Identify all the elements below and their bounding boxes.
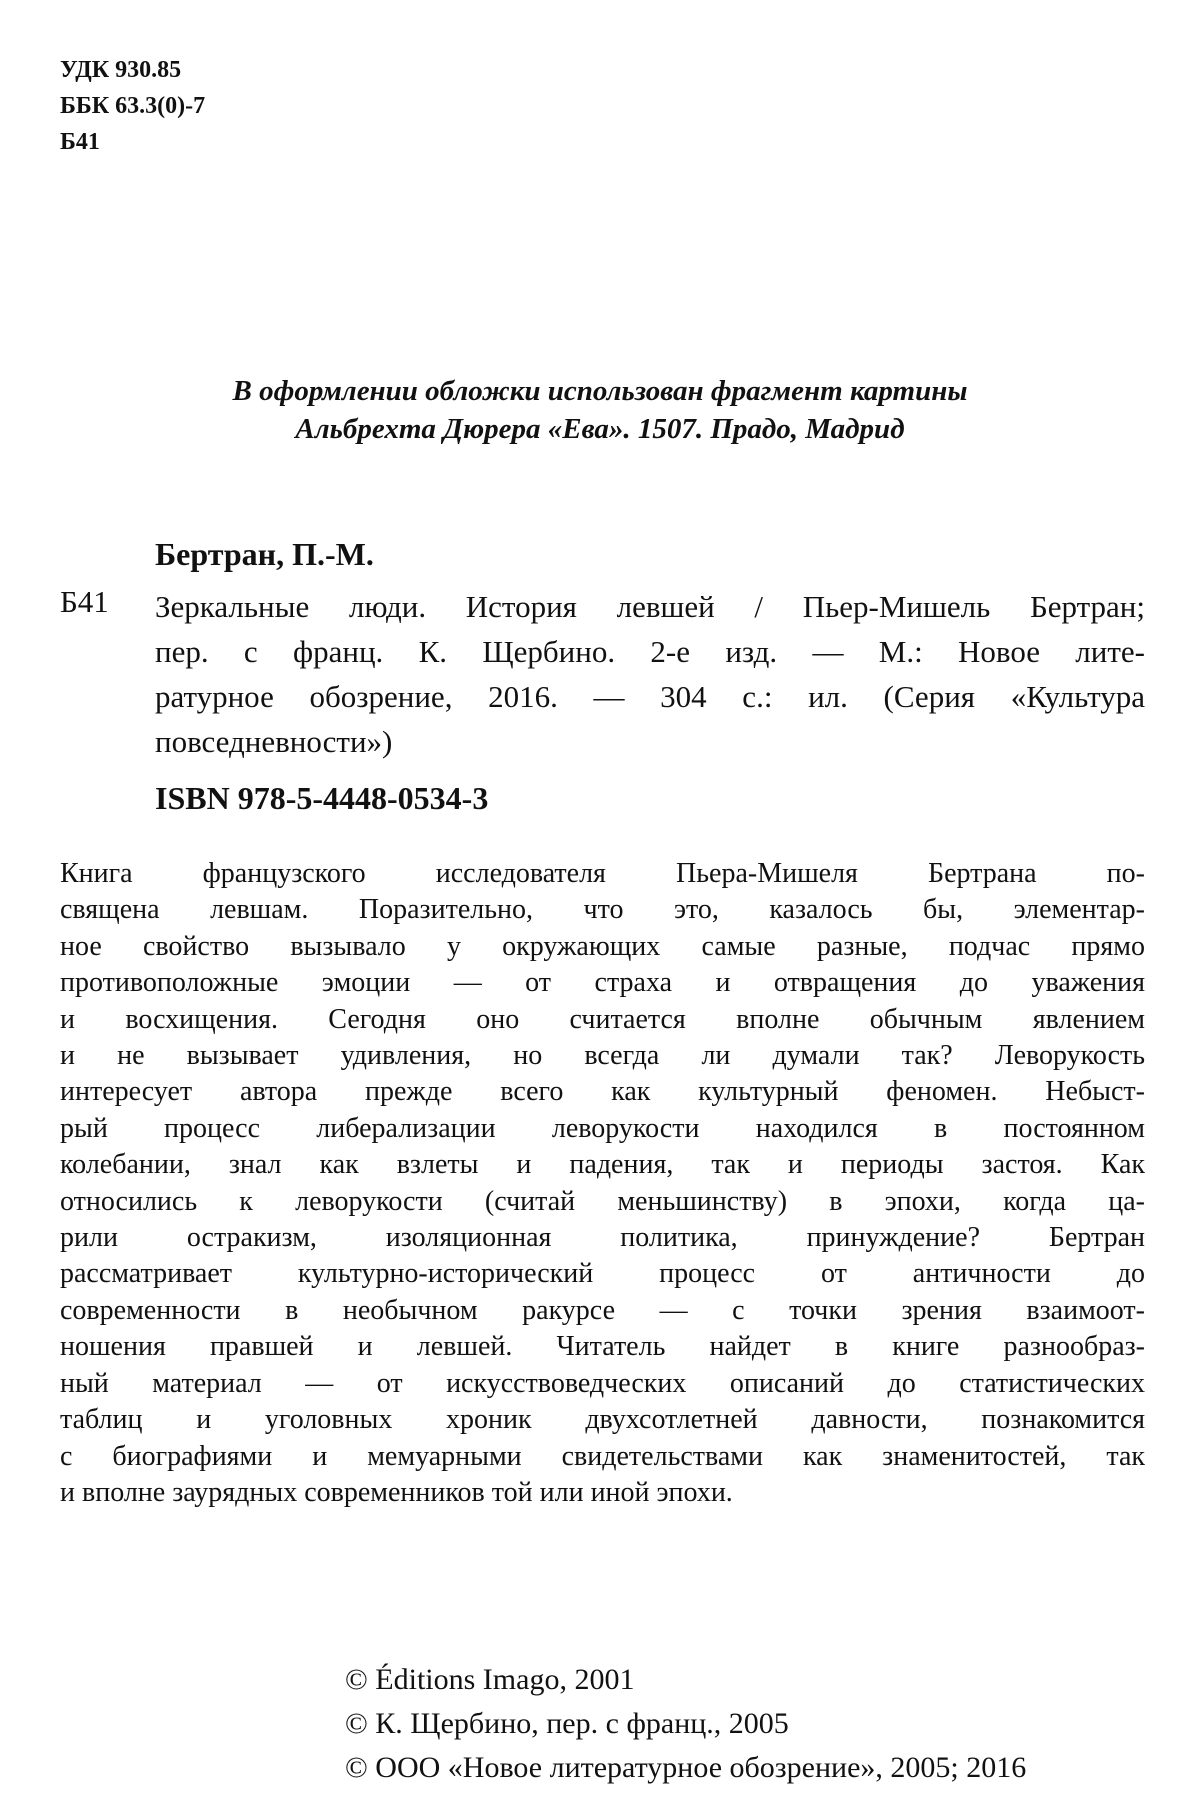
annotation-line: рассматривает культурно-исторический процесс от античности до — [60, 1258, 1145, 1290]
classification-codes — [60, 52, 205, 160]
cover-credit-line: Альбрехта Дюрера «Ева». 1507. Прадо, Мадрид — [295, 413, 905, 445]
annotation — [60, 856, 1145, 1511]
annotation-line: ный материал — от искусствоведческих описаний до статистических — [60, 1367, 1145, 1399]
catalog-line: пер. с франц. К. Щербино. 2-е изд. — М.: Новое лите- — [155, 634, 1145, 669]
catalog-line: ратурное обозрение, 2016. — 304 с.: ил. (Серия «Культура — [155, 679, 1145, 714]
copyright-block — [345, 1658, 1026, 1790]
annotation-line: рый процесс либерализации леворукости находился в постоянном — [60, 1112, 1145, 1144]
udc-code: УДК 930.85 — [60, 57, 182, 83]
annotation-line: и восхищения. Сегодня оно считается вполне обычным явлением — [60, 1003, 1145, 1035]
annotation-line: Книга французского исследователя Пьера-Мишеля Бертрана по- — [60, 858, 1145, 889]
annotation-line: священа левшам. Поразительно, что это, казалось бы, элементар- — [60, 894, 1145, 926]
copyright-line: © Éditions Imago, 2001 — [345, 1663, 635, 1696]
cover-credit-line: В оформлении обложки использован фрагмент картины — [232, 375, 968, 407]
cover-credit — [60, 372, 1140, 448]
author-mark: Б41 — [60, 129, 100, 155]
annotation-line: интересует автора прежде всего как культурный феномен. Небыст- — [60, 1076, 1145, 1108]
annotation-line: с биографиями и мемуарными свидетельствами как знаменитостей, так — [60, 1440, 1145, 1472]
isbn: ISBN 978-5-4448-0534-3 — [155, 780, 489, 816]
catalog-author: Бертран, П.-М. — [155, 536, 374, 572]
copyright-line: © ООО «Новое литературное обозрение», 2005; 2016 — [345, 1751, 1027, 1784]
catalog-line: повседневности») — [155, 724, 393, 759]
copyright-line: © К. Щербино, пер. с франц., 2005 — [345, 1707, 789, 1740]
annotation-line: и не вызывает удивления, но всегда ли думали так? Леворукость — [60, 1040, 1145, 1072]
catalog-line: Зеркальные люди. История левшей / Пьер-Мишель Бертран; — [155, 589, 1145, 624]
annotation-line: ное свойство вызывало у окружающих самые разные, подчас прямо — [60, 930, 1145, 962]
annotation-line: противоположные эмоции — от страха и отвращения до уважения — [60, 967, 1145, 999]
catalog-code: Б41 — [60, 584, 109, 619]
annotation-line: современности в необычном ракурсе — с точки зрения взаимоот- — [60, 1294, 1145, 1326]
annotation-line: рили остракизм, изоляционная политика, принуждение? Бертран — [60, 1222, 1145, 1254]
annotation-line: относились к леворукости (считай меньшинству) в эпохи, когда ца- — [60, 1185, 1145, 1217]
annotation-line: ношения правшей и левшей. Читатель найдет в книге разнообраз- — [60, 1331, 1145, 1363]
annotation-line: и вполне заурядных современников той или иной эпохи. — [60, 1476, 733, 1508]
annotation-line: колебании, знал как взлеты и падения, так и периоды застоя. Как — [60, 1149, 1145, 1181]
catalog-description — [155, 584, 1145, 764]
annotation-line: таблиц и уголовных хроник двухсотлетней давности, познакомится — [60, 1404, 1145, 1436]
bbk-code: ББК 63.3(0)-7 — [60, 93, 206, 119]
